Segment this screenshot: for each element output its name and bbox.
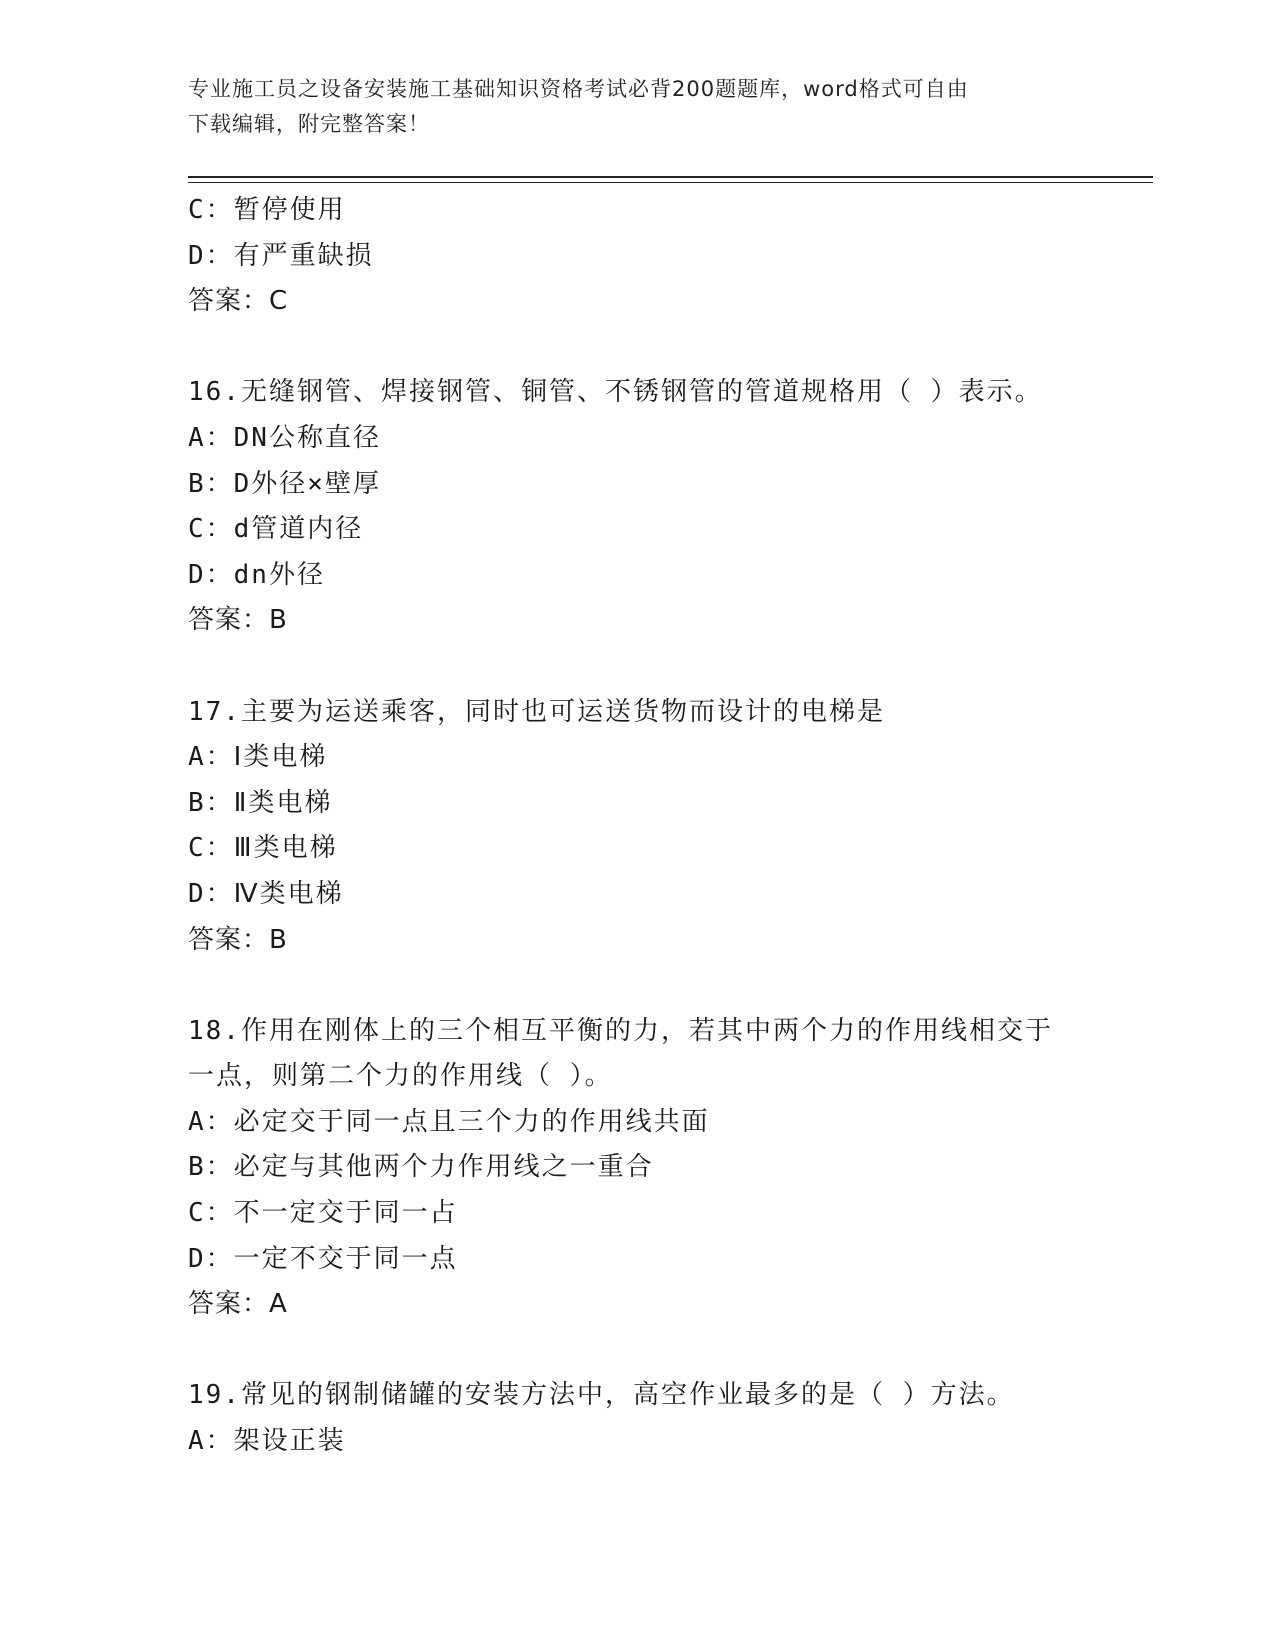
spacer — [188, 1328, 1088, 1374]
answer: 答案：B — [188, 605, 288, 636]
option-a: A：DN公称直径 — [188, 422, 381, 453]
option-b: B：必定与其他两个力作用线之一重合 — [188, 1152, 654, 1183]
option-a: A：Ⅰ类电梯 — [188, 742, 328, 773]
option-c: C：暂停使用 — [188, 195, 346, 225]
answer: 答案：C — [188, 286, 289, 317]
question-stem: 19.常见的钢制储罐的安装方法中，高空作业最多的是（ ）方法。 — [188, 1380, 1015, 1411]
option-d: D：dn外径 — [188, 559, 325, 590]
option-c: C：d管道内径 — [188, 514, 364, 545]
header-divider-thick — [188, 176, 1153, 178]
option-b: B：Ⅱ类电梯 — [188, 787, 333, 818]
header-line-1: 专业施工员之设备安装施工基础知识资格考试必背200题题库，word格式可自由 — [188, 77, 969, 101]
option-a: A：架设正装 — [188, 1426, 346, 1457]
option-c: C：不一定交于同一占 — [188, 1198, 458, 1229]
question-15-continued — [188, 188, 1088, 325]
header-line-2: 下载编辑，附完整答案！ — [188, 112, 430, 136]
option-c: C：Ⅲ类电梯 — [188, 833, 338, 864]
option-a: A：必定交于同一点且三个力的作用线共面 — [188, 1106, 710, 1137]
question-19 — [188, 1373, 1088, 1464]
option-d: D：有严重缺损 — [188, 240, 374, 271]
spacer — [188, 644, 1088, 690]
answer: 答案：B — [188, 924, 288, 955]
header-divider-thin — [188, 182, 1153, 183]
spacer — [188, 963, 1088, 1009]
option-d: D：一定不交于同一点 — [188, 1243, 458, 1274]
document-body — [188, 188, 1088, 1465]
question-16 — [188, 370, 1088, 644]
answer: 答案：A — [188, 1289, 288, 1320]
question-stem-line-2: 一点，则第二个力的作用线（ ）。 — [188, 1061, 613, 1092]
question-17 — [188, 690, 1088, 964]
question-stem: 17.主要为运送乘客，同时也可运送货物而设计的电梯是 — [188, 696, 885, 727]
question-stem: 16.无缝钢管、焊接钢管、铜管、不锈钢管的管道规格用（ ）表示。 — [188, 377, 1043, 408]
option-d: D：Ⅳ类电梯 — [188, 878, 344, 909]
option-b: B：D外径×壁厚 — [188, 468, 381, 499]
question-stem-line-1: 18.作用在刚体上的三个相互平衡的力，若其中两个力的作用线相交于 — [188, 1015, 1053, 1046]
spacer — [188, 325, 1088, 371]
document-header — [188, 72, 1068, 142]
question-18 — [188, 1009, 1088, 1328]
